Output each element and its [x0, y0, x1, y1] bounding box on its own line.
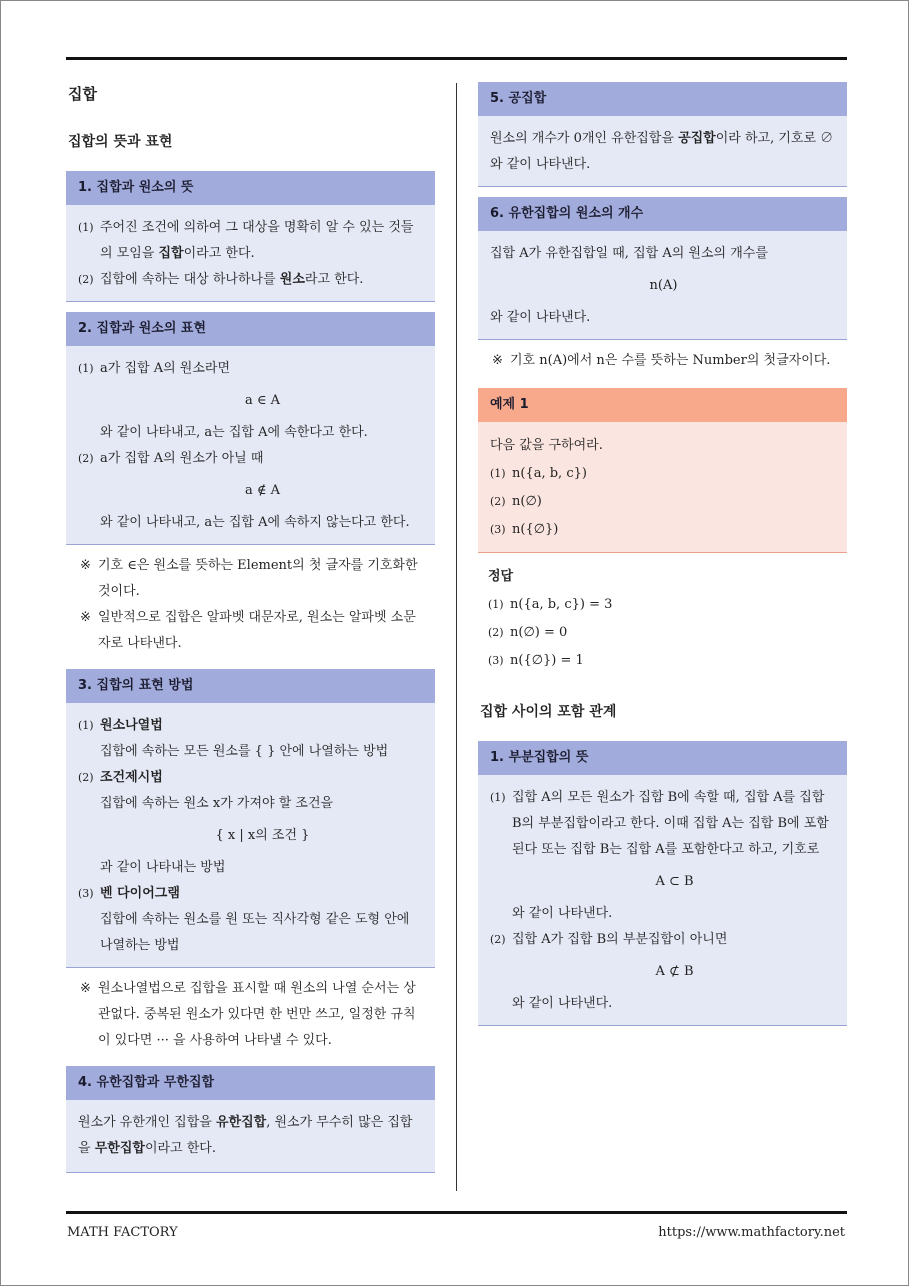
item-number: (1) [78, 221, 94, 234]
formula: n(A) [649, 278, 678, 293]
body-text: 원소가 유한개인 집합을 [78, 1115, 216, 1130]
answer-item [488, 647, 837, 675]
item-text: 과 같이 나타내는 방법 [100, 860, 226, 875]
note-mark: ※ [492, 353, 503, 368]
formula: { x | x의 조건 } [215, 828, 310, 843]
item-text: 주어진 조건에 의하여 그 대상을 명확히 알 수 있는 것들의 모임을 [100, 220, 414, 261]
question-item [490, 460, 837, 488]
note-mark: ※ [80, 558, 91, 573]
body-text: 이라고 한다. [144, 1141, 216, 1156]
answer-block [478, 553, 847, 675]
body-text: 원소의 개수가 0개인 유한집합을 [490, 131, 679, 146]
left-column [66, 79, 435, 1173]
item-text: 집합 A의 모든 원소가 집합 B에 속할 때, 집합 A를 집합 B의 부분집합이라고 한다. 이때 집합 A는 집합 B에 포함된다 또는 집합 B는 집합 A를 포함한다고 하고, 기호로 [512, 790, 829, 857]
item-number: (2) [78, 771, 94, 784]
item-number: (3) [488, 654, 504, 667]
page-title: 집합 [68, 85, 97, 103]
item-number: (3) [78, 887, 94, 900]
note [78, 553, 425, 605]
term-set: 집합 [158, 246, 184, 261]
note-text: 원소나열법으로 집합을 표시할 때 원소의 나열 순서는 상관없다. 중복된 원소가 있다면 한 번만 쓰고, 일정한 규칙이 있다면 ··· 을 사용하여 나타낼 수 있다. [98, 981, 416, 1048]
item-number: (1) [490, 791, 506, 804]
box-title: 3. 집합의 표현 방법 [66, 669, 435, 703]
question-item [490, 516, 837, 544]
item-text: a가 집합 A의 원소라면 [100, 361, 230, 376]
item-text: 집합에 속하는 원소 x가 가져야 할 조건을 [100, 796, 334, 811]
box-title: 1. 부분집합의 뜻 [478, 741, 847, 775]
box-body [66, 703, 435, 968]
list-item [490, 927, 837, 1017]
list-item [78, 267, 425, 293]
item-text: 와 같이 나타낸다. [512, 996, 613, 1011]
notes-block [478, 340, 847, 382]
item-number: (1) [490, 467, 506, 480]
item-text: 이라고 한다. [183, 246, 255, 261]
answer-item [488, 591, 837, 619]
box-title: 5. 공집합 [478, 82, 847, 116]
box-body [478, 116, 847, 187]
term-empty-set: 공집합 [678, 131, 716, 146]
item-text: 집합에 속하는 모든 원소를 { } 안에 나열하는 방법 [100, 744, 389, 759]
box-title: 6. 유한집합의 원소의 개수 [478, 197, 847, 231]
box-title: 1. 집합과 원소의 뜻 [66, 171, 435, 205]
question-item [490, 488, 837, 516]
item-text: 집합 A가 집합 B의 부분집합이 아니면 [512, 932, 728, 947]
note-text: 일반적으로 집합은 알파벳 대문자로, 원소는 알파벳 소문자로 나타낸다. [98, 610, 416, 651]
formula: A ⊂ B [655, 874, 694, 889]
term-element: 원소 [279, 272, 305, 287]
body-text: , 원소가 무수히 많은 집합을 [78, 1115, 413, 1156]
example-title: 예제 1 [478, 388, 847, 422]
item-number: (1) [78, 719, 94, 732]
method-label: 벤 다이어그램 [100, 886, 180, 901]
answer-text: n(∅) = 0 [510, 625, 568, 640]
note [78, 605, 425, 657]
example-body [478, 422, 847, 553]
method-label: 원소나열법 [100, 718, 163, 733]
item-number: (1) [488, 598, 504, 611]
note-text: 기호 ∈은 원소를 뜻하는 Element의 첫 글자를 기호화한 것이다. [98, 558, 418, 599]
box-empty-set [478, 82, 847, 187]
body-text: 와 같이 나타낸다. [490, 310, 591, 325]
example-box [478, 388, 847, 553]
section-title-inclusion: 집합 사이의 포함 관계 [480, 704, 617, 720]
item-text: 와 같이 나타내고, a는 집합 A에 속하지 않는다고 한다. [100, 515, 410, 530]
item-number: (1) [78, 362, 94, 375]
list-item [78, 215, 425, 267]
box-body [478, 775, 847, 1026]
item-number: (2) [490, 495, 506, 508]
item-number: (2) [490, 933, 506, 946]
item-number: (2) [488, 626, 504, 639]
list-item [78, 881, 425, 959]
item-text: 와 같이 나타낸다. [512, 906, 613, 921]
box-body [66, 1100, 435, 1173]
item-text: 집합에 속하는 원소를 원 또는 직사각형 같은 도형 안에 나열하는 방법 [100, 912, 410, 953]
formula: A ⊄ B [655, 964, 694, 979]
list-item [490, 785, 837, 927]
box-title: 4. 유한집합과 무한집합 [66, 1066, 435, 1100]
list-item [78, 765, 425, 881]
list-item [78, 356, 425, 446]
box-body [66, 346, 435, 545]
item-text: 와 같이 나타내고, a는 집합 A에 속한다고 한다. [100, 425, 368, 440]
box-body [478, 231, 847, 340]
term-finite-set: 유한집합 [215, 1115, 267, 1130]
notes-block [66, 968, 435, 1062]
body-text: 이라 하고, 기호로 ∅와 같이 나타낸다. [490, 131, 834, 172]
footer-brand: MATH FACTORY [67, 1225, 178, 1240]
box-finite-set-count [478, 197, 847, 340]
formula: a ∈ A [244, 393, 281, 408]
bottom-rule [66, 1211, 847, 1214]
item-number: (2) [78, 452, 94, 465]
body-text: 집합 A가 유한집합일 때, 집합 A의 원소의 개수를 [490, 246, 768, 261]
method-label: 조건제시법 [100, 770, 163, 785]
item-text: a가 집합 A의 원소가 아닐 때 [100, 451, 264, 466]
section-title-meaning: 집합의 뜻과 표현 [68, 134, 173, 150]
box-set-element-notation [66, 312, 435, 545]
item-number: (2) [78, 273, 94, 286]
question-text: n({a, b, c}) [512, 466, 587, 481]
footer-url[interactable]: https://www.mathfactory.net [658, 1225, 845, 1240]
item-number: (3) [490, 523, 506, 536]
term-infinite-set: 무한집합 [94, 1141, 145, 1156]
note-text: 기호 n(A)에서 n은 수를 뜻하는 Number의 첫글자이다. [510, 353, 831, 368]
box-title: 2. 집합과 원소의 표현 [66, 312, 435, 346]
notes-block [66, 545, 435, 665]
box-set-element-meaning [66, 171, 435, 302]
box-set-representation [66, 669, 435, 968]
question-text: n(∅) [512, 494, 542, 509]
answer-text: n({a, b, c}) = 3 [510, 597, 613, 612]
question-text: n({∅}) [512, 522, 559, 537]
item-text: 라고 한다. [304, 272, 364, 287]
right-column [478, 82, 847, 1026]
answer-item [488, 619, 837, 647]
answer-label: 정답 [488, 569, 514, 584]
note [78, 976, 425, 1054]
answer-text: n({∅}) = 1 [510, 653, 584, 668]
item-text: 집합에 속하는 대상 하나하나를 [100, 272, 280, 287]
note-mark: ※ [80, 610, 91, 625]
list-item [78, 446, 425, 536]
note-mark: ※ [80, 981, 91, 996]
top-rule [66, 57, 847, 60]
box-finite-infinite [66, 1066, 435, 1173]
box-body [66, 205, 435, 302]
column-divider [456, 83, 457, 1191]
box-subset-meaning [478, 741, 847, 1026]
list-item [78, 713, 425, 765]
example-prompt: 다음 값을 구하여라. [490, 438, 603, 453]
formula: a ∉ A [244, 483, 281, 498]
note [490, 348, 837, 374]
